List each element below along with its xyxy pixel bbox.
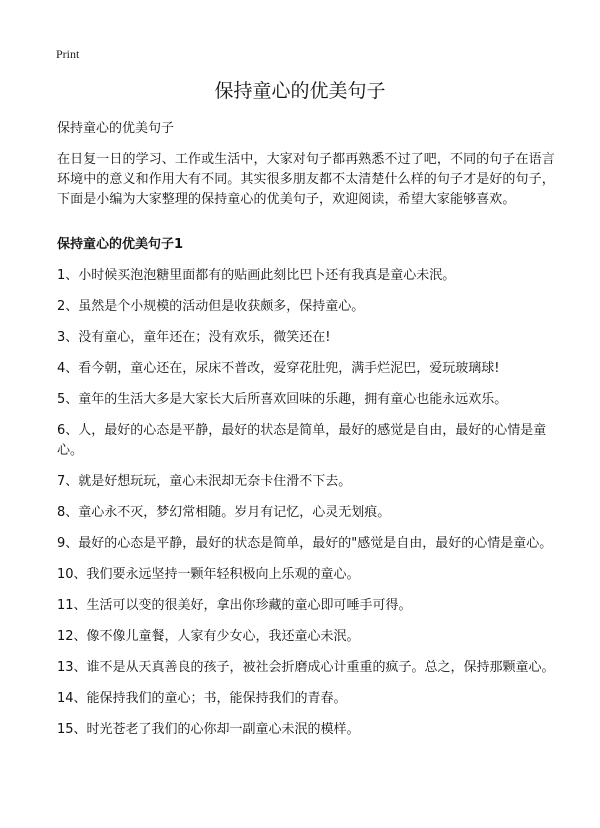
list-item: 3、没有童心，童年还在；没有欢乐，微笑还在! — [57, 330, 331, 345]
list-item: 2、虽然是个小规模的活动但是收获颇多，保持童心。 — [57, 299, 365, 314]
list-item: 5、童年的生活大多是大家长大后所喜欢回味的乐趣，拥有童心也能永远欢乐。 — [57, 392, 508, 407]
section-heading: 保持童心的优美句子1 — [57, 237, 184, 252]
list-item: 14、能保持我们的童心；书，能保持我们的青春。 — [57, 691, 347, 706]
list-item: 1、小时候买泡泡糖里面都有的贴画此刻比巴卜还有我真是童心未泯。 — [57, 268, 456, 283]
list-item: 12、像不像儿童餐，人家有少女心，我还童心未泯。 — [57, 629, 360, 644]
list-item: 4、看今朝，童心还在，尿床不普改，爱穿花肚兜，满手烂泥巴，爱玩玻璃球! — [57, 361, 500, 376]
list-item: 10、我们要永远坚持一颗年轻积极向上乐观的童心。 — [57, 567, 360, 582]
list-item: 9、最好的心态是平静，最好的状态是简单，最好的"感觉是自由，最好的心情是童心。 — [57, 536, 553, 551]
list-item: 6、人，最好的心态是平静，最好的状态是简单，最好的感觉是自由，最好的心情是童心。 — [57, 423, 547, 458]
list-item: 15、时光苍老了我们的心你却一副童心未泯的模样。 — [57, 722, 360, 737]
sentence-list — [57, 266, 557, 751]
print-link[interactable]: Print — [56, 47, 80, 61]
document-subtitle: 保持童心的优美句子 — [57, 121, 175, 136]
list-item: 13、谁不是从天真善良的孩子，被社会折磨成心计重重的疯子。总之，保持那颗童心。 — [57, 660, 555, 675]
page-title: 保持童心的优美句子 — [214, 80, 386, 102]
list-item: 11、生活可以变的很美好，拿出你珍藏的童心即可唾手可得。 — [57, 598, 412, 613]
list-item: 8、童心永不灭，梦幻常相随。岁月有记忆，心灵无划痕。 — [57, 505, 391, 520]
intro-paragraph: 在日复一日的学习、工作或生活中，大家对句子都再熟悉不过了吧，不同的句子在语言环境中的意义和作用大有不同。其实很多朋友都不太清楚什么样的句子才是好的句子，下面是小编为大家整理的保持童心的优美句子，欢迎阅读，希望大家能够喜欢。 — [57, 152, 555, 207]
list-item: 7、就是好想玩玩，童心未泯却无奈卡住滑不下去。 — [57, 474, 352, 489]
